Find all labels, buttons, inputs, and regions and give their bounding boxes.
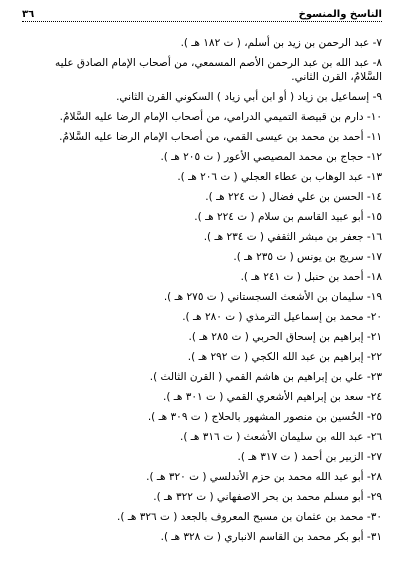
item-number: ٢٨- (366, 471, 382, 483)
list-item (22, 350, 382, 364)
item-number: ٢٥- (366, 411, 382, 423)
item-number: ٧- (372, 37, 382, 49)
list-item (22, 150, 382, 164)
item-text: أبو مسلم محمد بن بحر الاصفهاني ( ت ٣٢٢ هـ ). (153, 491, 364, 503)
item-text: أحمد بن محمد بن عيسى القمي، من أصحاب الإمام الرضا عليه السَّلامُ. (59, 131, 364, 143)
list-item (22, 190, 382, 204)
list-item (22, 270, 382, 284)
item-number: ١١- (366, 131, 382, 143)
item-number: ١٤- (366, 191, 382, 203)
item-number: ٢٢- (366, 351, 382, 363)
item-text: عبد الرحمن بن زيد بن أسلم، ( ت ١٨٢ هـ ). (180, 37, 370, 49)
running-title: الناسخ والمنسوخ (298, 9, 382, 20)
header-rule (22, 21, 382, 22)
item-number: ١٣- (366, 171, 382, 183)
list-item (22, 56, 382, 84)
page-header (22, 4, 382, 22)
list-item (22, 36, 382, 50)
page-number: ٣٦ (22, 9, 35, 20)
list-item (22, 90, 382, 104)
item-number: ٩- (372, 91, 382, 103)
item-number: ١٢- (366, 151, 382, 163)
list-item (22, 110, 382, 124)
list-item (22, 410, 382, 424)
item-text: أحمد بن حنبل ( ت ٢٤١ هـ ). (240, 271, 364, 283)
item-number: ٢٤- (366, 391, 382, 403)
list-item (22, 390, 382, 404)
item-text: محمد بن إسماعيل الترمذي ( ت ٢٨٠ هـ ). (182, 311, 364, 323)
item-text: سعد بن إبراهيم الأشعري القمي ( ت ٣٠١ هـ ). (163, 391, 364, 403)
list-item (22, 370, 382, 384)
list-item (22, 290, 382, 304)
list-item (22, 450, 382, 464)
list-item (22, 430, 382, 444)
item-number: ٢٩- (366, 491, 382, 503)
item-number: ٢٣- (366, 371, 382, 383)
list-item (22, 330, 382, 344)
list-item (22, 230, 382, 244)
item-number: ٢١- (366, 331, 382, 343)
item-number: ٢٦- (366, 431, 382, 443)
item-text: الحسن بن علي فضال ( ت ٢٢٤ هـ ). (205, 191, 364, 203)
list-item (22, 510, 382, 524)
list-item (22, 170, 382, 184)
item-number: ١٥- (366, 211, 382, 223)
item-number: ٣٠- (366, 511, 382, 523)
item-text: أبو عبد الله محمد بن حزم الأندلسي ( ت ٣٢٠ هـ ). (146, 471, 364, 483)
list-item (22, 530, 382, 544)
item-text: أبو عبيد القاسم بن سلام ( ت ٢٢٤ هـ ). (194, 211, 364, 223)
item-number: ٨- (372, 57, 382, 69)
item-text: عبد الله بن سليمان الأشعث ( ت ٣١٦ هـ ). (179, 431, 364, 443)
item-number: ٣١- (366, 531, 382, 543)
item-text: محمد بن عثمان بن مسبح المعروف بالجعد ( ت ٣٢٦ هـ ). (117, 511, 364, 523)
item-text: سليمان بن الأشعث السجستاني ( ت ٢٧٥ هـ ). (163, 291, 364, 303)
item-text: أبو بكر محمد بن القاسم الانباري ( ت ٣٢٨ هـ ). (160, 531, 364, 543)
item-text: الحُسين بن منصور المشهور بالحلاج ( ت ٣٠٩ هـ ). (147, 411, 364, 423)
item-text: دارم بن قبيصة التميمي الدرامي، من أصحاب الإمام الرضا عليه السَّلامُ. (59, 111, 364, 123)
list-item (22, 310, 382, 324)
item-text: إبراهيم بن إسحاق الحربي ( ت ٢٨٥ هـ ). (188, 331, 364, 343)
item-number: ٢٧- (366, 451, 382, 463)
list-item (22, 470, 382, 484)
entry-list (22, 36, 382, 544)
list-item (22, 210, 382, 224)
item-text: جعفر بن مبشر الثقفي ( ت ٢٣٤ هـ ). (203, 231, 364, 243)
list-item (22, 490, 382, 504)
item-number: ١٧- (366, 251, 382, 263)
item-text: إبراهيم بن عبد الله الكجي ( ت ٢٩٢ هـ ). (187, 351, 364, 363)
list-item (22, 250, 382, 264)
item-text: إسماعيل بن زياد ( أو ابن أبي زياد ) السكوني القرن الثاني. (116, 91, 370, 103)
item-number: ١٦- (366, 231, 382, 243)
item-text: حجاج بن محمد المصيصي الأعور ( ت ٢٠٥ هـ ). (160, 151, 364, 163)
item-text: علي بن إبراهيم بن هاشم القمي ( القرن الثالث ). (149, 371, 364, 383)
list-item (22, 130, 382, 144)
item-text: عبد الوهاب بن عطاء العجلي ( ت ٢٠٦ هـ ). (177, 171, 364, 183)
item-number: ١٨- (366, 271, 382, 283)
item-text: سريج بن يونس ( ت ٢٣٥ هـ ). (233, 251, 364, 263)
item-number: ١٠- (366, 111, 382, 123)
item-text: الزبير بن أحمد ( ت ٣١٧ هـ ). (237, 451, 364, 463)
item-text: عبد الله بن عبد الرحمن الأصم المسمعي، من أصحاب الإمام الصادق عليه السَّلامُ، القرن الثاني. (55, 57, 382, 83)
item-number: ٢٠- (366, 311, 382, 323)
item-number: ١٩- (366, 291, 382, 303)
